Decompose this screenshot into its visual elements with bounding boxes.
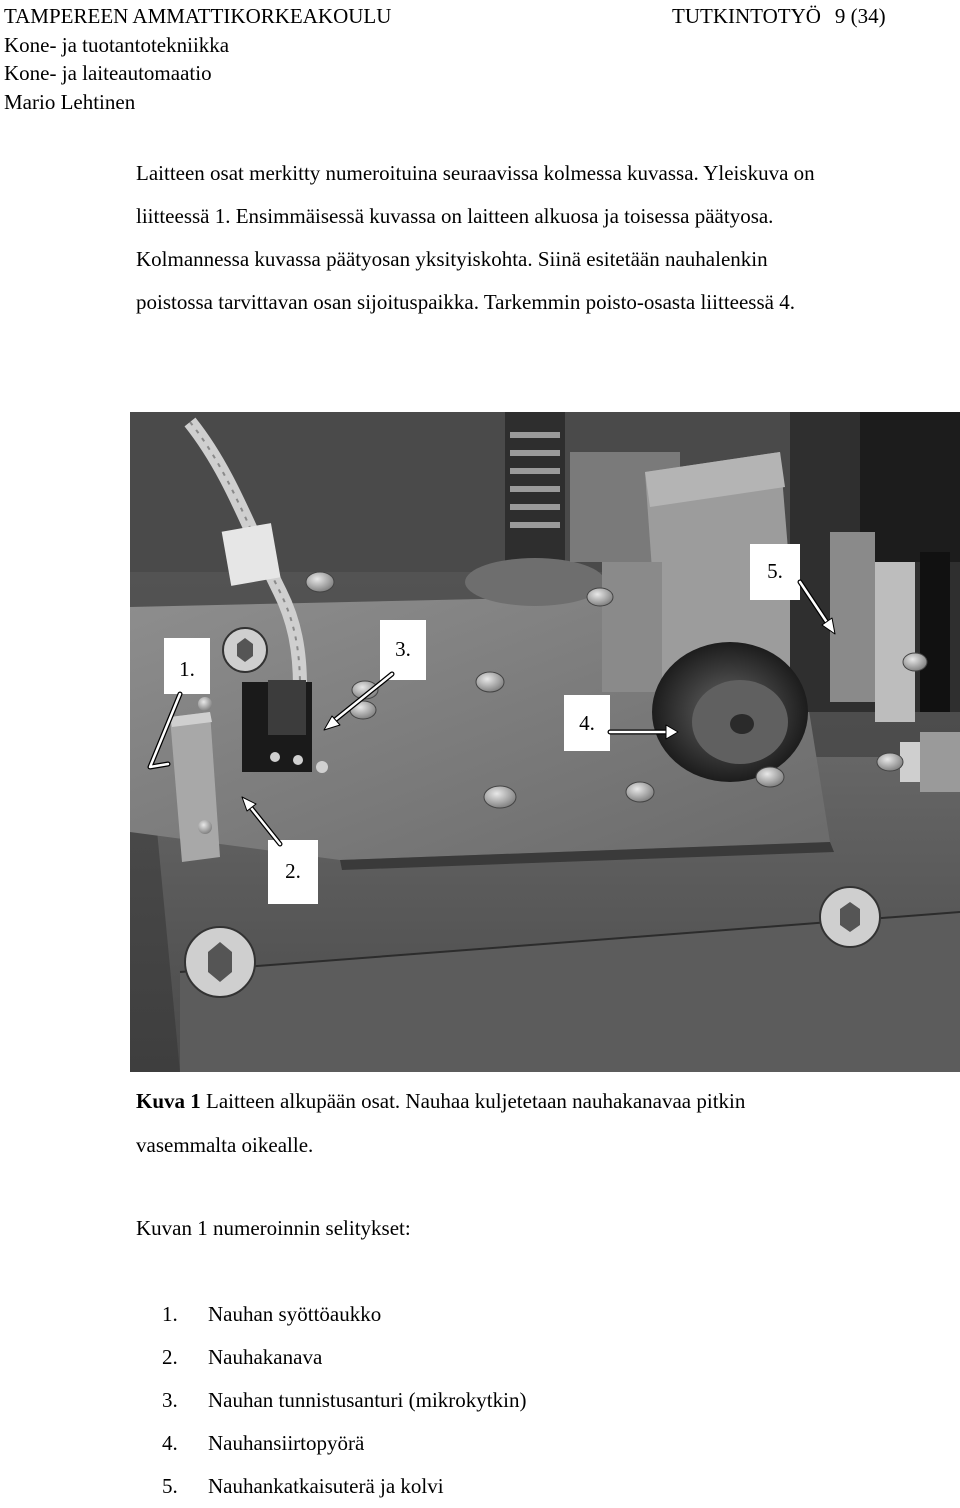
- figure-label-4: [564, 695, 610, 751]
- department-name: Kone- ja tuotantotekniikka: [4, 32, 230, 57]
- figure-label-3: [380, 620, 426, 680]
- author-name: Mario Lehtinen: [4, 89, 136, 114]
- figure-label-text: 5.: [767, 559, 783, 583]
- figure-label-2: [268, 840, 318, 904]
- page-header-right: [672, 2, 886, 31]
- page-number: 9 (34): [834, 4, 886, 28]
- figure-label-text: 4.: [579, 711, 595, 735]
- caption-text: Laitteen alkupään osat. Nauhaa kuljetetaan nauhakanavaa pitkin: [200, 1089, 746, 1113]
- institution-name: TAMPEREEN AMMATTIKORKEAKOULU: [4, 4, 392, 28]
- legend-list: [162, 1293, 526, 1508]
- page-header-left: [4, 2, 391, 116]
- intro-line: Laitteen osat merkitty numeroituina seuraavissa kolmessa kuvassa. Yleiskuva on: [136, 161, 815, 185]
- caption-line: vasemmalta oikealle.: [136, 1133, 314, 1157]
- legend-text: Nauhansiirtopyörä: [208, 1431, 365, 1455]
- legend-item: [162, 1336, 526, 1379]
- figure-label-text: 1.: [179, 657, 195, 681]
- legend-item: [162, 1293, 526, 1336]
- intro-paragraph: [136, 152, 936, 324]
- legend-text: Nauhan syöttöaukko: [208, 1302, 382, 1326]
- legend-number: 3.: [162, 1388, 178, 1412]
- figure-caption: [136, 1079, 936, 1167]
- intro-line: poistossa tarvittavan osan sijoituspaikka. Tarkemmin poisto-osasta liitteessä 4.: [136, 290, 795, 314]
- legend-number: 1.: [162, 1302, 178, 1326]
- legend-number: 5.: [162, 1474, 178, 1498]
- figure-label-5: [750, 544, 800, 600]
- intro-line: Kolmannessa kuvassa päätyosan yksityiskohta. Siinä esitetään nauhalenkin: [136, 247, 768, 271]
- legend-item: [162, 1465, 526, 1508]
- figure-label-text: 3.: [395, 637, 411, 661]
- machine-photo: [130, 412, 960, 1072]
- figure-label-1: [164, 638, 210, 694]
- program-name: Kone- ja laiteautomaatio: [4, 61, 212, 85]
- legend-heading: Kuvan 1 numeroinnin selitykset:: [136, 1216, 411, 1240]
- document-type: TUTKINTOTYÖ: [672, 4, 821, 28]
- figure-label-text: 2.: [285, 859, 301, 883]
- legend-text: Nauhankatkaisuterä ja kolvi: [208, 1474, 444, 1498]
- caption-label: Kuva 1: [136, 1089, 201, 1113]
- legend-item: [162, 1422, 526, 1465]
- legend-text: Nauhan tunnistusanturi (mikrokytkin): [208, 1388, 527, 1412]
- caption-line: [136, 1079, 936, 1123]
- intro-line: liitteessä 1. Ensimmäisessä kuvassa on laitteen alkuosa ja toisessa päätyosa.: [136, 204, 774, 228]
- legend-item: [162, 1379, 526, 1422]
- legend-number: 2.: [162, 1345, 178, 1369]
- legend-number: 4.: [162, 1431, 178, 1455]
- legend-text: Nauhakanava: [208, 1345, 323, 1369]
